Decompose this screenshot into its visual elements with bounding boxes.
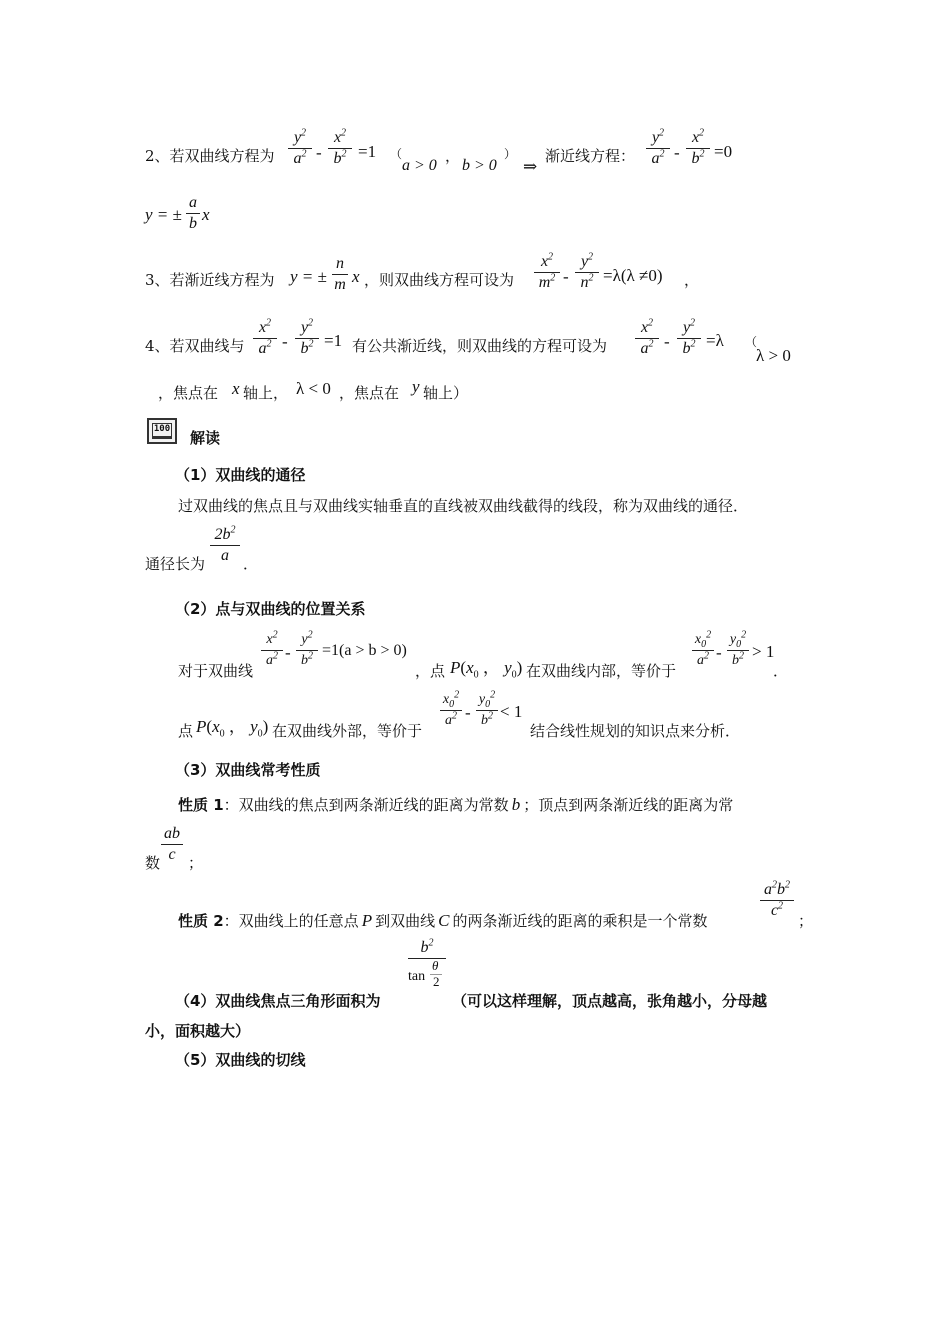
item3-prefix: 3、若渐近线方程为 bbox=[145, 271, 275, 289]
minus-sign-8: - bbox=[465, 703, 471, 722]
frac-x2-m2: $\frac{x^2}{m^2}$ bbox=[534, 252, 560, 293]
item3-mid: ，则双曲线方程可设为 bbox=[364, 271, 515, 289]
p2-line1-c: 在双曲线内部，等价于 bbox=[526, 662, 677, 680]
minus-sign-7: - bbox=[716, 643, 722, 662]
prop1-end: ； bbox=[188, 854, 204, 872]
p2-lt-1: < 1 bbox=[500, 702, 523, 721]
lambda-neq-zero: =λ(λ ≠0) bbox=[603, 266, 663, 285]
cond-a: a > 0 bbox=[402, 157, 437, 174]
frac-a-b: $\frac{a}{b}$ bbox=[186, 193, 200, 234]
item3-y-pm: y = ± bbox=[290, 267, 327, 286]
item4-cond-open: （ bbox=[745, 335, 758, 349]
item2-prefix: 2、若双曲线方程为 bbox=[145, 147, 275, 165]
prop2-end: ； bbox=[798, 912, 814, 930]
p4-note-line2: 小，面积越大） bbox=[145, 1022, 251, 1040]
p2-gt-1: > 1 bbox=[752, 642, 775, 661]
frac-x2-a2: $\frac{x^2}{a^2}$ bbox=[253, 318, 277, 359]
item4-lambda-gt-0: λ > 0 bbox=[756, 346, 791, 365]
item4-y-axis: y bbox=[412, 377, 420, 396]
p1-end: ． bbox=[243, 555, 259, 573]
item4-line2-e: 轴上） bbox=[423, 384, 469, 402]
p2-point-1: $P(x_0$ ， $y_0$) bbox=[450, 658, 523, 681]
prop1-line2: 数 bbox=[145, 854, 161, 872]
equals-one: =1 bbox=[358, 142, 377, 161]
p2-line1-b: ，点 bbox=[415, 662, 446, 680]
prop2-line: 性质 2：双曲线上的任意点 P 到双曲线 C 的两条渐近线的距离的乘积是一个常数 bbox=[178, 911, 708, 930]
cond-close: ） bbox=[504, 147, 517, 161]
frac-y2-b2: $\frac{y^2}{b^2}$ bbox=[295, 318, 319, 359]
frac-b2-tan: $b^2$ tan θ 2 bbox=[408, 938, 446, 993]
item4-line2-a: ，焦点在 bbox=[158, 384, 219, 402]
frac-x2-b2-b: $\frac{x^2}{b^2}$ bbox=[686, 128, 710, 169]
frac-a2b2-c2: $\frac{a^2b^2}{c^2}$ bbox=[760, 880, 794, 921]
p2-heading: （2）点与双曲线的位置关系 bbox=[175, 600, 366, 618]
frac-n-m: $\frac{n}{m}$ bbox=[332, 254, 348, 295]
implies-symbol: ⇒ bbox=[523, 157, 538, 176]
frac-2b2-a: $\frac{2b^2}{a}$ bbox=[210, 525, 240, 566]
prop1-line: 性质 1：双曲线的焦点到两条渐近线的距离为常数 b ；顶点到两条渐近线的距离为常 bbox=[178, 795, 734, 814]
p4-note: （可以这样理解，顶点越高，张角越小，分母越 bbox=[452, 992, 768, 1010]
frac-x02-a2: $\frac{x_0^2}{a^2}$ bbox=[692, 630, 714, 671]
item4-mid: 有公共渐近线，则双曲线的方程可设为 bbox=[352, 337, 608, 355]
frac-x02-a2-b: $\frac{x_0^2}{a^2}$ bbox=[440, 690, 462, 731]
frac-x2-a2-b: $\frac{x^2}{a^2}$ bbox=[635, 318, 659, 359]
p4-heading: （4）双曲线焦点三角形面积为 bbox=[175, 992, 381, 1010]
frac-y2-b2-c: $\frac{y^2}{b^2}$ bbox=[296, 630, 318, 671]
equals-one-2: =1 bbox=[324, 331, 343, 350]
cond-b: b > 0 bbox=[462, 157, 497, 174]
section-title: 解读 bbox=[190, 429, 221, 447]
p2-line1-a: 对于双曲线 bbox=[178, 662, 254, 680]
cond-sep: ， bbox=[445, 147, 461, 165]
item4-lambda-lt-0: λ < 0 bbox=[296, 379, 331, 398]
frac-y2-a2: $\frac{y^2}{a^2}$ bbox=[288, 128, 312, 169]
minus-sign-4: - bbox=[282, 332, 288, 351]
p1-length-label: 通径长为 bbox=[145, 555, 206, 573]
p5-heading: （5）双曲线的切线 bbox=[175, 1051, 306, 1069]
equals-zero: =0 bbox=[714, 142, 733, 161]
frac-y2-b2-b: $\frac{y^2}{b^2}$ bbox=[677, 318, 701, 359]
item4-line2-b: 轴上， bbox=[243, 384, 289, 402]
asym-result-prefix: y = ± bbox=[145, 205, 182, 224]
item4-line2-d: ，焦点在 bbox=[339, 384, 400, 402]
frac-y02-b2: $\frac{y_0^2}{b^2}$ bbox=[727, 630, 749, 671]
cond-open: （ bbox=[390, 147, 403, 161]
minus-sign-5: - bbox=[664, 332, 670, 351]
p2-line2-a: 点 bbox=[178, 722, 194, 740]
p1-heading: （1）双曲线的通径 bbox=[175, 466, 306, 484]
frac-y2-n2: $\frac{y^2}{n^2}$ bbox=[575, 252, 599, 293]
minus-sign-2: - bbox=[674, 143, 680, 162]
p3-heading: （3）双曲线常考性质 bbox=[175, 761, 321, 779]
minus-sign-6: - bbox=[285, 643, 291, 662]
frac-y2-a2-b: $\frac{y^2}{a^2}$ bbox=[646, 128, 670, 169]
p2-point-2: $P(x_0$ ， $y_0$) bbox=[196, 717, 269, 740]
p1-text: 过双曲线的焦点且与双曲线实轴垂直的直线被双曲线截得的线段，称为双曲线的通径． bbox=[178, 497, 749, 515]
item4-x-axis: x bbox=[232, 379, 240, 398]
p2-line2-b: 在双曲线外部，等价于 bbox=[272, 722, 423, 740]
frac-x2-a2-c: $\frac{x^2}{a^2}$ bbox=[261, 630, 283, 671]
p2-condition: =1(a > b > 0) bbox=[322, 642, 407, 659]
minus-sign-3: - bbox=[563, 267, 569, 286]
item3-end: ， bbox=[684, 271, 700, 289]
minus-sign: - bbox=[316, 143, 322, 162]
item4-prefix: 4、若双曲线与 bbox=[145, 337, 245, 355]
frac-ab-c: $\frac{ab}{c}$ bbox=[161, 824, 183, 865]
asymptote-label: 渐近线方程： bbox=[545, 147, 636, 165]
frac-y02-b2-b: $\frac{y_0^2}{b^2}$ bbox=[476, 690, 498, 731]
frac-x2-b2: $\frac{x^2}{b^2}$ bbox=[328, 128, 352, 169]
score-100-icon: 100 bbox=[147, 418, 177, 444]
item3-x: x bbox=[352, 267, 360, 286]
equals-lambda: =λ bbox=[706, 331, 724, 350]
p2-line1-end: ． bbox=[773, 662, 789, 680]
asym-result-x: x bbox=[202, 205, 210, 224]
p2-line2-c: 结合线性规划的知识点来分析． bbox=[530, 722, 741, 740]
